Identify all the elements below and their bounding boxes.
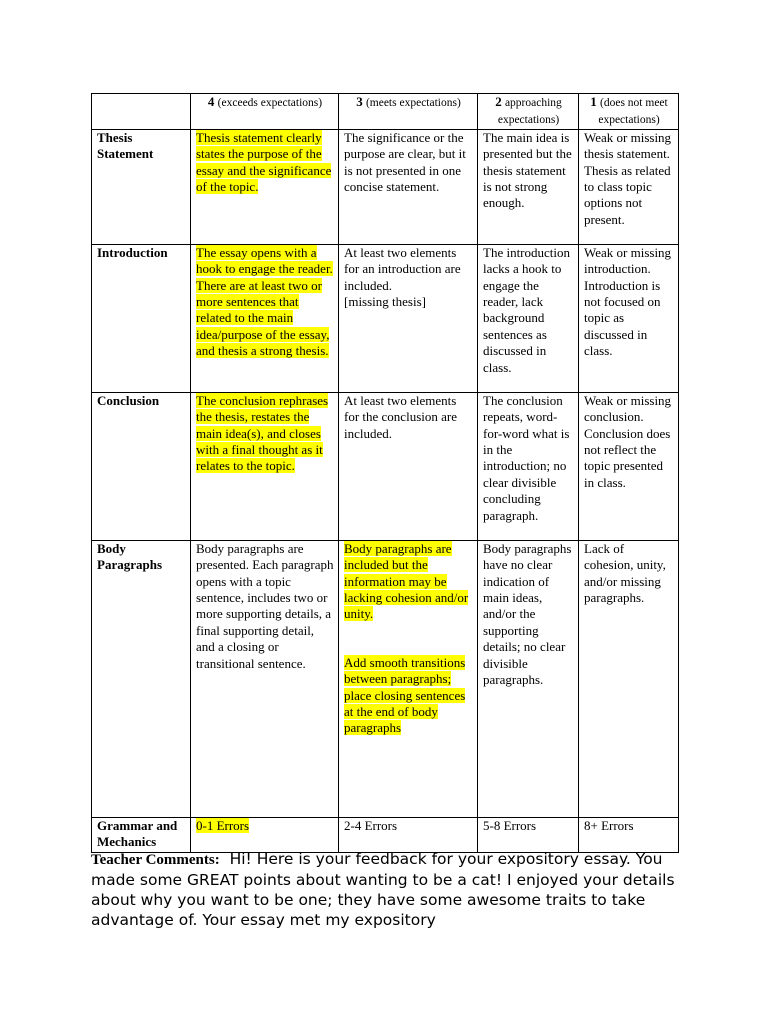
- rubric-header-row: [92, 94, 679, 130]
- rubric-cell-score-3: [339, 244, 478, 392]
- rubric-cell-score-3: At least two elements for the conclusion are included.: [339, 392, 478, 540]
- criterion-label: Thesis Statement: [92, 129, 191, 244]
- teacher-comments-text: Hi! Here is your feedback for your expository essay. You made some GREAT points about wanting to be a cat! I enjoyed your details about why you want to be one; they have some awesome traits to take advantage of. Your essay met my expository: [91, 850, 680, 929]
- rubric-cell-score-4: [191, 129, 339, 244]
- cell-text: At least two elements for an introduction are included.: [344, 244, 461, 293]
- criterion-label: Grammar and Mechanics: [92, 817, 191, 852]
- rubric-cell-score-1: Lack of cohesion, unity, and/or missing paragraphs.: [579, 540, 679, 817]
- score-description: (exceeds expectations): [217, 97, 323, 109]
- rubric-row-introduction: [92, 244, 679, 392]
- spacer: [344, 623, 473, 639]
- header-score-4: [191, 94, 339, 130]
- rubric-cell-score-1: Weak or missing thesis statement. Thesis as related to class topic options not present.: [579, 129, 679, 244]
- criterion-label: Body Paragraphs: [92, 540, 191, 817]
- header-score-2: [478, 94, 579, 130]
- rubric-cell-score-2: The conclusion repeats, word-for-word what is in the introduction; no clear divisible concluding paragraph.: [478, 392, 579, 540]
- rubric-cell-score-3: 2-4 Errors: [339, 817, 478, 852]
- rubric-cell-score-2: Body paragraphs have no clear indication of main ideas, and/or the supporting details; no clear divisible paragraphs.: [478, 540, 579, 817]
- rubric-row-grammar: [92, 817, 679, 852]
- rubric-cell-score-3: The significance or the purpose are clear, but it is not presented in one concise statement.: [339, 129, 478, 244]
- rubric-cell-score-3: [339, 540, 478, 817]
- rubric-row-body-paragraphs: [92, 540, 679, 817]
- score-description: (does not meet expectations): [598, 97, 668, 127]
- rubric-cell-score-1: Weak or missing conclusion. Conclusion does not reflect the topic presented in class.: [579, 392, 679, 540]
- rubric-cell-score-2: 5-8 Errors: [478, 817, 579, 852]
- rubric-cell-score-4: Body paragraphs are presented. Each paragraph opens with a topic sentence, includes two or more supporting details, a final supporting detail, and a closing or transitional sentence.: [191, 540, 339, 817]
- rubric-cell-score-1: Weak or missing introduction. Introduction is not focused on topic as discussed in class.: [579, 244, 679, 392]
- rubric-cell-score-4: [191, 817, 339, 852]
- criterion-label: Conclusion: [92, 392, 191, 540]
- rubric-row-conclusion: [92, 392, 679, 540]
- rubric-cell-score-2: The main idea is presented but the thesis statement is not strong enough.: [478, 129, 579, 244]
- highlighted-text: The conclusion rephrases the thesis, restates the main idea(s), and closes with a final thought as it relates to the topic.: [196, 392, 329, 474]
- rubric-cell-score-4: [191, 392, 339, 540]
- header-score-1: [579, 94, 679, 130]
- score-value: 2: [495, 94, 502, 109]
- highlighted-text: Thesis statement clearly states the purpose of the essay and the significance of the topic.: [196, 129, 332, 195]
- rubric-row-thesis: [92, 129, 679, 244]
- score-value: 1: [590, 94, 597, 109]
- score-description: (meets expectations): [365, 97, 461, 109]
- score-value: 3: [356, 94, 363, 109]
- criterion-label: Introduction: [92, 244, 191, 392]
- highlighted-text: Body paragraphs are included but the information may be lacking cohesion and/or unity.: [344, 540, 469, 622]
- header-score-3: [339, 94, 478, 130]
- spacer: [344, 639, 473, 655]
- score-description: approaching expectations): [497, 97, 562, 127]
- teacher-comments-label: Teacher Comments:: [91, 852, 220, 868]
- rubric-table: [91, 93, 679, 853]
- teacher-comments: [91, 849, 691, 930]
- highlighted-text: 0-1 Errors: [196, 817, 250, 833]
- score-value: 4: [207, 94, 215, 109]
- rubric-cell-score-1: 8+ Errors: [579, 817, 679, 852]
- header-blank-cell: [92, 94, 191, 130]
- rubric-cell-score-2: The introduction lacks a hook to engage the reader, lack background sentences as discussed in class.: [478, 244, 579, 392]
- rubric-cell-score-4: [191, 244, 339, 392]
- teacher-note: [missing thesis]: [344, 294, 426, 310]
- highlighted-text: The essay opens with a hook to engage the reader. There are at least two or more sentences that related to the main idea/purpose of the essay, and thesis a strong thesis.: [196, 244, 333, 359]
- teacher-note: Add smooth transitions between paragraphs; place closing sentences at the end of body paragraphs: [344, 654, 466, 736]
